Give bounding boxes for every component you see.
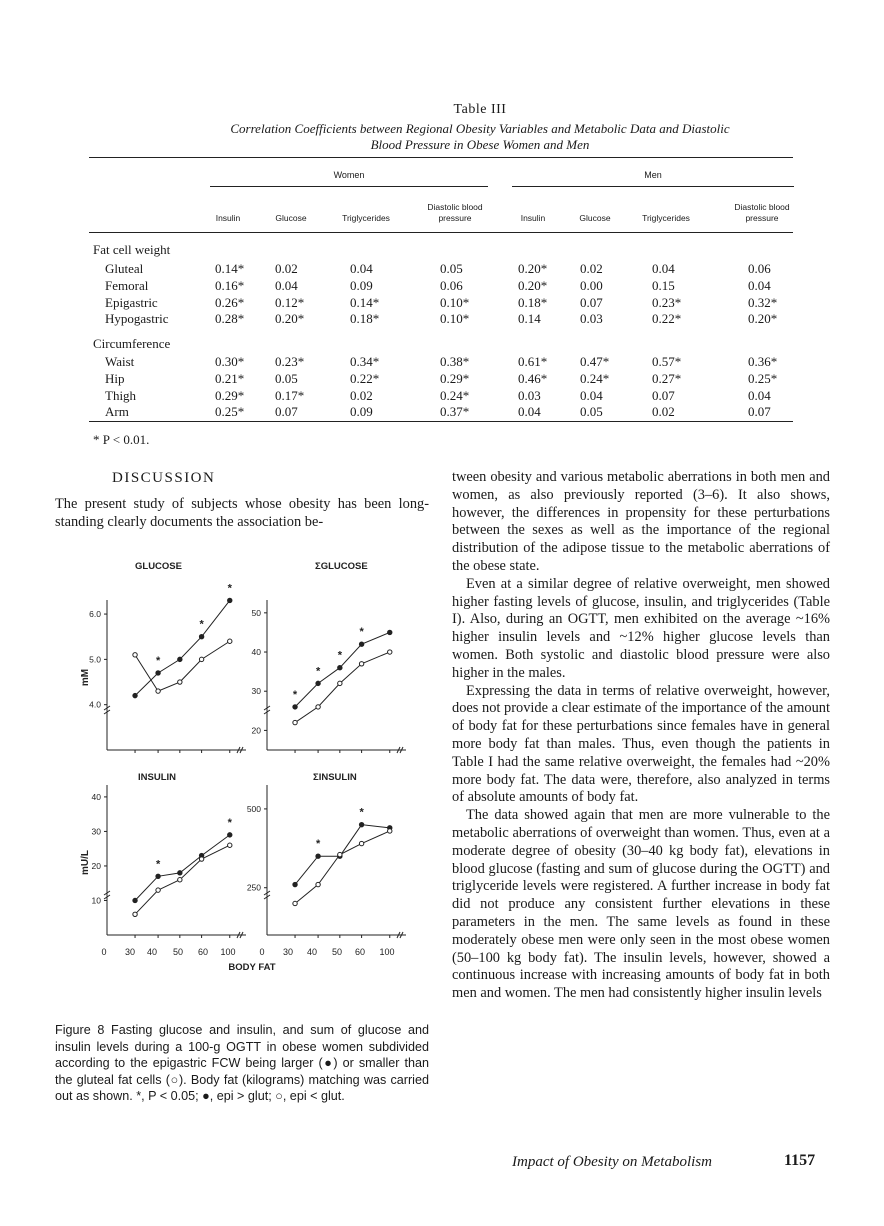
table-cell: 0.28* — [215, 311, 245, 326]
data-point — [316, 854, 320, 858]
row-label: Hip — [105, 371, 125, 386]
significance-star: * — [227, 816, 232, 829]
col-header: Glucose — [579, 213, 611, 223]
table-cell: 0.20* — [518, 261, 548, 276]
x-axis-label: BODY FAT — [228, 962, 276, 973]
data-point — [178, 878, 182, 882]
table-cell: 0.30* — [215, 354, 245, 369]
col-header: Diastolic blood pressure — [734, 202, 790, 223]
table-cell: 0.09 — [350, 278, 373, 293]
x-tick-label: 40 — [146, 947, 158, 957]
data-point — [388, 829, 392, 833]
table-bottom-rule — [89, 421, 793, 422]
table-cell: 0.18* — [350, 311, 380, 326]
table-row — [89, 261, 793, 278]
significance-star: * — [359, 626, 364, 639]
table-cell: 0.36* — [748, 354, 778, 369]
panel-title: ΣGLUCOSE — [315, 561, 368, 572]
series-line — [292, 632, 390, 706]
table-cell: 0.22* — [350, 371, 380, 386]
table-cell: 0.14* — [215, 261, 245, 276]
table-cell: 0.02 — [350, 388, 373, 403]
table-cell: 0.46* — [518, 371, 548, 386]
y-axis-label: mU/L — [80, 850, 91, 875]
table-cell: 0.16* — [215, 278, 245, 293]
y-tick-label: 40 — [91, 791, 101, 802]
x-tick-label: 60 — [197, 947, 209, 957]
data-point — [316, 705, 320, 709]
data-point — [178, 657, 182, 661]
row-label: Femoral — [105, 278, 149, 293]
table-cell: 0.37* — [440, 404, 470, 419]
table-cell: 0.04 — [580, 388, 603, 403]
y-tick-label: 6.0 — [89, 609, 101, 620]
y-tick-label: 40 — [251, 647, 261, 658]
table-cell: 0.18* — [518, 295, 548, 310]
row-label: Epigastric — [105, 295, 158, 310]
table-header-rule — [89, 232, 793, 233]
data-point — [133, 898, 137, 902]
significance-star: * — [292, 688, 298, 701]
table-cell: 0.04 — [652, 261, 675, 276]
y-tick-label: 30 — [251, 686, 261, 697]
x-tick-label: 30 — [124, 947, 136, 957]
table-cell: 0.27* — [652, 371, 682, 386]
y-tick-label: 20 — [251, 725, 261, 736]
table-cell: 0.02 — [652, 404, 675, 419]
series-line — [135, 641, 230, 691]
table-cell: 0.17* — [275, 388, 305, 403]
y-tick-label: 250 — [246, 882, 261, 893]
y-tick-label: 20 — [91, 860, 101, 871]
x-tick-label: 100 — [220, 947, 236, 957]
data-point — [293, 705, 297, 709]
table-cell: 0.15 — [652, 278, 675, 293]
table-cell: 0.21* — [215, 371, 245, 386]
group-women-rule — [210, 186, 488, 187]
y-tick-label: 10 — [91, 895, 101, 906]
table-cell: 0.20* — [275, 311, 305, 326]
table-cell: 0.25* — [748, 371, 778, 386]
table-footnote: * P < 0.01. — [93, 432, 150, 447]
significance-star: * — [227, 582, 232, 595]
data-point — [359, 642, 363, 646]
section-label: Circumference — [93, 336, 171, 351]
data-point — [133, 653, 137, 657]
table-caption — [60, 121, 884, 153]
data-point — [178, 871, 182, 875]
table-cell: 0.38* — [440, 354, 470, 369]
col-header: Glucose — [275, 213, 307, 223]
table-cell: 0.03 — [580, 311, 603, 326]
group-men-rule — [512, 186, 794, 187]
table-cell: 0.07 — [580, 295, 603, 310]
table-row — [89, 354, 793, 371]
table-cell: 0.23* — [652, 295, 682, 310]
table-cell: 0.20* — [748, 311, 778, 326]
data-point — [228, 639, 232, 643]
table-cell: 0.34* — [350, 354, 380, 369]
significance-star: * — [315, 665, 321, 678]
y-axis-label: mM — [80, 668, 91, 687]
section-label: Fat cell weight — [93, 242, 171, 257]
table-cell: 0.04 — [748, 278, 771, 293]
data-point — [156, 874, 160, 878]
table-cell: 0.29* — [215, 388, 245, 403]
table-title: Table III — [453, 102, 507, 117]
table-cell: 0.32* — [748, 295, 778, 310]
data-point — [316, 681, 320, 685]
data-point — [293, 901, 297, 905]
table-row — [89, 295, 793, 312]
panel-title: ΣINSULIN — [313, 772, 357, 783]
x-tick-label: 50 — [331, 947, 343, 957]
data-point — [228, 843, 232, 847]
table-cell: 0.14 — [518, 311, 541, 326]
data-point — [156, 689, 160, 693]
table-cell: 0.10* — [440, 311, 470, 326]
y-tick-label: 500 — [246, 803, 261, 814]
x-tick-label: 100 — [379, 947, 395, 957]
table-cell: 0.14* — [350, 295, 380, 310]
data-point — [359, 662, 363, 666]
table-cell: 0.23* — [275, 354, 305, 369]
series-line — [292, 649, 390, 723]
significance-star: * — [315, 838, 321, 851]
table-row — [89, 388, 793, 405]
data-point — [338, 681, 342, 685]
table-cell: 0.09 — [350, 404, 373, 419]
table-cell: 0.04 — [275, 278, 298, 293]
table-cell: 0.61* — [518, 354, 548, 369]
table-row — [89, 404, 793, 421]
table-cell: 0.24* — [440, 388, 470, 403]
table-cell: 0.10* — [440, 295, 470, 310]
x-tick-label: 40 — [306, 947, 318, 957]
page-number: 1157 — [784, 1152, 816, 1169]
y-tick-label: 4.0 — [89, 699, 101, 710]
y-tick-label: 50 — [251, 607, 261, 618]
data-point — [359, 822, 363, 826]
table-cell: 0.26* — [215, 295, 245, 310]
col-header: Triglycerides — [642, 213, 690, 223]
table-cell: 0.00 — [580, 278, 603, 293]
x-tick-label: 60 — [354, 947, 366, 957]
data-point — [156, 888, 160, 892]
figure-caption: Figure 8 Fasting glucose and insulin, and sum of glucose and insulin levels during a 100-g OGTT in obese women subdivided according to the epigastric FCW being larger (●) or smaller than the gluteal fat cells (○). Body fat (kilograms) matching was carried out as shown. *, P < 0.05; ●, epi > glut; ○, epi < glut. — [55, 1023, 429, 1103]
table-cell: 0.24* — [580, 371, 610, 386]
data-point — [293, 720, 297, 724]
row-label: Thigh — [105, 388, 137, 403]
x-tick-label: 30 — [282, 947, 294, 957]
table-row — [89, 311, 793, 328]
data-point — [199, 657, 203, 661]
data-point — [338, 666, 342, 670]
table-cell: 0.22* — [652, 311, 682, 326]
col-header: Insulin — [520, 213, 546, 223]
row-label: Arm — [105, 404, 129, 419]
row-label: Waist — [105, 354, 135, 369]
data-point — [338, 852, 342, 856]
data-point — [316, 882, 320, 886]
table-row — [89, 278, 793, 295]
table-cell: 0.07 — [652, 388, 675, 403]
group-men-label: Men — [644, 170, 662, 180]
data-point — [228, 598, 232, 602]
significance-star: * — [359, 806, 364, 819]
table-cell: 0.04 — [748, 388, 771, 403]
data-point — [156, 671, 160, 675]
table-cell: 0.05 — [440, 261, 463, 276]
paragraph: The data showed again that men are more vulnerable to the metabolic aberrations of overweight than women. Thus, even at a moderate degree of obesity (30–40 kg body fat), elevations in blood glucose (fasting and sum of glucose during the OGTT) and triglyceride levels were registered. A further increase in body fat did not produce any consistent further elevations in these parameters in the men. The same levels as found in these moderately obese men were only seen in the most obese women (50–100 kg body fat). The insulin levels, however, showed a continuous increase with increasing amounts of body fat in both men and women. The men had consistently higher insulin levels — [452, 807, 830, 1002]
data-point — [359, 841, 363, 845]
data-point — [293, 882, 297, 886]
significance-star: * — [199, 618, 204, 631]
y-tick-label: 30 — [91, 826, 101, 837]
table-cell: 0.06 — [748, 261, 771, 276]
table-caption-line2: Blood Pressure in Obese Women and Men — [370, 137, 590, 152]
table-top-rule — [89, 157, 793, 158]
table-cell: 0.07 — [748, 404, 771, 419]
data-point — [199, 635, 203, 639]
table-cell: 0.20* — [518, 278, 548, 293]
paragraph: Even at a similar degree of relative overweight, men showed higher fasting levels of glucose, insulin, and triglycerides (Table I). Also, during an OGTT, men exhibited on the average ~16% higher insulin levels and ~12% higher glucose levels than women. Both systolic and diastolic blood pressure were also higher in the males. — [452, 575, 830, 681]
col-header: Triglycerides — [342, 213, 390, 223]
running-title: Impact of Obesity on Metabolism — [512, 1154, 712, 1170]
figure-8 — [80, 555, 420, 1015]
table-row — [89, 371, 793, 388]
table-cell: 0.12* — [275, 295, 305, 310]
data-point — [199, 857, 203, 861]
table-cell: 0.47* — [580, 354, 610, 369]
data-point — [228, 833, 232, 837]
y-tick-label: 5.0 — [89, 654, 101, 665]
table-caption-line1: Correlation Coefficients between Regional Obesity Variables and Metabolic Data and Diastolic — [230, 121, 730, 136]
table-cell: 0.07 — [275, 404, 298, 419]
table-cell: 0.05 — [275, 371, 298, 386]
table-cell: 0.29* — [440, 371, 470, 386]
data-point — [388, 630, 392, 634]
col-header: Diastolic blood pressure — [427, 202, 483, 223]
table-cell: 0.04 — [518, 404, 541, 419]
significance-star: * — [337, 649, 342, 662]
paragraph: Expressing the data in terms of relative overweight, however, does not provide a clear estimate of the importance of the amount of body fat for these perturbations since females have in general more body fat than males. Thus, even though the patients in Table I had the same relative overweight, the females had ~20% more body fat. The data were, therefore, also analyzed in terms of absolute amounts of body fat. — [452, 682, 830, 806]
table-cell: 0.06 — [440, 278, 463, 293]
table-cell: 0.57* — [652, 354, 682, 369]
significance-star: * — [155, 654, 161, 667]
data-point — [178, 680, 182, 684]
discussion-heading: DISCUSSION — [112, 470, 216, 486]
left-column-text — [55, 496, 429, 532]
table-cell: 0.03 — [518, 388, 541, 403]
right-column-text — [452, 469, 830, 1003]
panel-title: GLUCOSE — [135, 561, 182, 572]
panel-title: INSULIN — [138, 772, 176, 783]
table-cell: 0.02 — [580, 261, 603, 276]
table-cell: 0.25* — [215, 404, 245, 419]
col-header: Insulin — [215, 213, 241, 223]
paragraph: The present study of subjects whose obesity has been long-standing clearly documents the association be- — [55, 496, 429, 530]
x-tick-label: 0 — [101, 947, 107, 957]
paragraph: tween obesity and various metabolic aberrations in both men and women, as also previously reported (3–6). It also shows, however, the differences in propensity for these perturbations between the sexes as well as the importance of the regional distribution of the adipose tissue to the metabolic aberrations of the obese state. — [452, 469, 830, 574]
group-women-label: Women — [333, 170, 365, 180]
table-cell: 0.04 — [350, 261, 373, 276]
row-label: Hypogastric — [105, 311, 169, 326]
row-label: Gluteal — [105, 261, 144, 276]
data-point — [388, 650, 392, 654]
data-point — [133, 912, 137, 916]
x-tick-label: 0 — [259, 947, 265, 957]
data-point — [133, 693, 137, 697]
table-cell: 0.05 — [580, 404, 603, 419]
table-cell: 0.02 — [275, 261, 298, 276]
series-line — [135, 835, 230, 901]
x-tick-label: 50 — [172, 947, 184, 957]
significance-star: * — [155, 858, 161, 871]
